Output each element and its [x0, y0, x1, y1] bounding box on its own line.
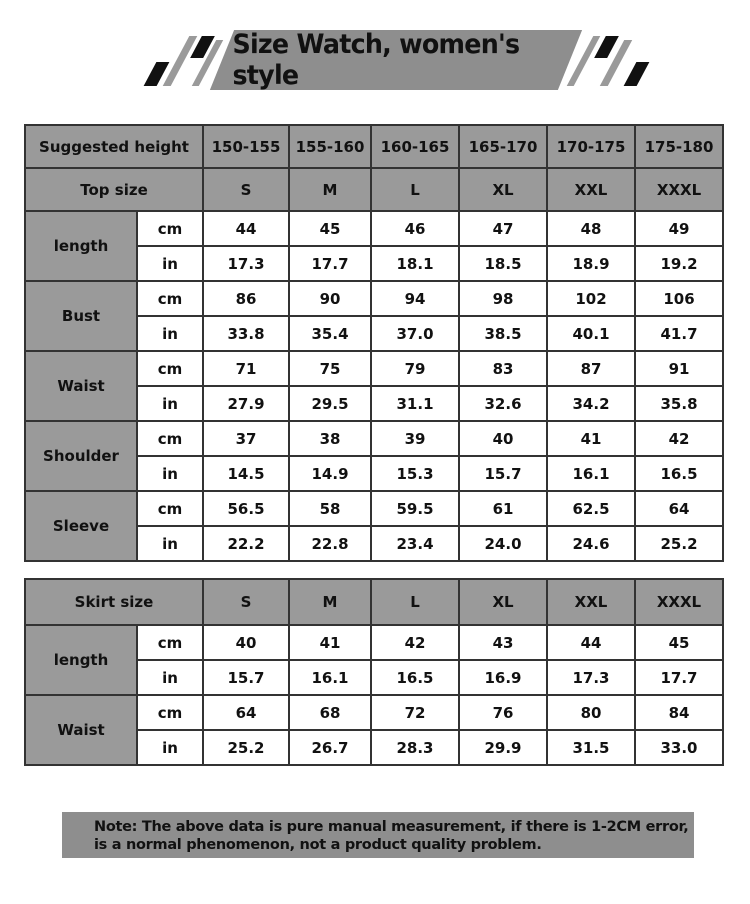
value-cell: 86	[203, 281, 289, 316]
value-cell: 16.5	[371, 660, 459, 695]
value-cell: 87	[547, 351, 635, 386]
value-cell: 33.0	[635, 730, 723, 765]
value-cell: 31.1	[371, 386, 459, 421]
value-cell: 27.9	[203, 386, 289, 421]
title-banner	[0, 0, 750, 110]
value-cell: 98	[459, 281, 547, 316]
height-range-cell: 150-155	[203, 125, 289, 168]
value-cell: 84	[635, 695, 723, 730]
size-header-cell: S	[203, 579, 289, 625]
left-stripe-decoration	[163, 36, 198, 86]
size-header-cell: S	[203, 168, 289, 211]
value-cell: 40.1	[547, 316, 635, 351]
value-cell: 22.8	[289, 526, 371, 561]
unit-label-in: in	[137, 456, 203, 491]
value-cell: 18.9	[547, 246, 635, 281]
size-header-row	[25, 579, 723, 625]
table-row	[25, 421, 723, 456]
table-row	[25, 491, 723, 526]
value-cell: 83	[459, 351, 547, 386]
height-header-row	[25, 125, 723, 168]
note-line-1: Note: The above data is pure manual measurement, if there is 1-2CM error,	[94, 819, 689, 835]
size-header-cell: L	[371, 168, 459, 211]
value-cell: 75	[289, 351, 371, 386]
measurement-label: length	[25, 625, 137, 695]
size-header-cell: M	[289, 579, 371, 625]
value-cell: 37	[203, 421, 289, 456]
value-cell: 49	[635, 211, 723, 246]
value-cell: 71	[203, 351, 289, 386]
size-header-cell: XL	[459, 168, 547, 211]
unit-label-cm: cm	[137, 421, 203, 456]
measurement-label: Bust	[25, 281, 137, 351]
value-cell: 17.7	[289, 246, 371, 281]
value-cell: 37.0	[371, 316, 459, 351]
unit-label-in: in	[137, 660, 203, 695]
value-cell: 15.7	[203, 660, 289, 695]
value-cell: 106	[635, 281, 723, 316]
value-cell: 17.3	[203, 246, 289, 281]
value-cell: 14.5	[203, 456, 289, 491]
unit-label-in: in	[137, 526, 203, 561]
value-cell: 79	[371, 351, 459, 386]
value-cell: 38.5	[459, 316, 547, 351]
value-cell: 34.2	[547, 386, 635, 421]
value-cell: 90	[289, 281, 371, 316]
value-cell: 14.9	[289, 456, 371, 491]
size-label: Top size	[25, 168, 203, 211]
value-cell: 80	[547, 695, 635, 730]
value-cell: 48	[547, 211, 635, 246]
table-row	[25, 281, 723, 316]
value-cell: 25.2	[635, 526, 723, 561]
measurement-label: length	[25, 211, 137, 281]
value-cell: 23.4	[371, 526, 459, 561]
value-cell: 58	[289, 491, 371, 526]
value-cell: 59.5	[371, 491, 459, 526]
value-cell: 15.3	[371, 456, 459, 491]
size-header-row	[25, 168, 723, 211]
unit-label-cm: cm	[137, 281, 203, 316]
height-range-cell: 170-175	[547, 125, 635, 168]
unit-label-cm: cm	[137, 351, 203, 386]
value-cell: 43	[459, 625, 547, 660]
value-cell: 17.7	[635, 660, 723, 695]
value-cell: 33.8	[203, 316, 289, 351]
size-header-cell: M	[289, 168, 371, 211]
size-header-cell: XXL	[547, 579, 635, 625]
unit-label-cm: cm	[137, 695, 203, 730]
height-range-cell: 175-180	[635, 125, 723, 168]
value-cell: 41	[289, 625, 371, 660]
value-cell: 64	[203, 695, 289, 730]
value-cell: 41	[547, 421, 635, 456]
unit-label-cm: cm	[137, 491, 203, 526]
value-cell: 16.5	[635, 456, 723, 491]
note-line-2: is a normal phenomenon, not a product quality problem.	[94, 837, 542, 853]
page-title: Size Watch, women's style	[232, 29, 520, 91]
value-cell: 16.1	[289, 660, 371, 695]
value-cell: 42	[635, 421, 723, 456]
value-cell: 29.5	[289, 386, 371, 421]
value-cell: 62.5	[547, 491, 635, 526]
value-cell: 29.9	[459, 730, 547, 765]
unit-label-cm: cm	[137, 211, 203, 246]
value-cell: 19.2	[635, 246, 723, 281]
value-cell: 72	[371, 695, 459, 730]
unit-label-in: in	[137, 730, 203, 765]
unit-label-in: in	[137, 316, 203, 351]
size-header-cell: XXXL	[635, 168, 723, 211]
value-cell: 24.6	[547, 526, 635, 561]
size-header-cell: XL	[459, 579, 547, 625]
measurement-label: Sleeve	[25, 491, 137, 561]
value-cell: 18.5	[459, 246, 547, 281]
suggested-height-label: Suggested height	[25, 125, 203, 168]
value-cell: 46	[371, 211, 459, 246]
value-cell: 41.7	[635, 316, 723, 351]
value-cell: 40	[203, 625, 289, 660]
value-cell: 42	[371, 625, 459, 660]
value-cell: 32.6	[459, 386, 547, 421]
size-header-cell: XXL	[547, 168, 635, 211]
value-cell: 64	[635, 491, 723, 526]
top-size-table	[24, 124, 724, 562]
measurement-label: Waist	[25, 351, 137, 421]
value-cell: 44	[203, 211, 289, 246]
value-cell: 25.2	[203, 730, 289, 765]
table-row	[25, 351, 723, 386]
value-cell: 56.5	[203, 491, 289, 526]
unit-label-in: in	[137, 246, 203, 281]
value-cell: 22.2	[203, 526, 289, 561]
measurement-label: Shoulder	[25, 421, 137, 491]
size-header-cell: XXXL	[635, 579, 723, 625]
value-cell: 16.9	[459, 660, 547, 695]
value-cell: 39	[371, 421, 459, 456]
skirt-size-table	[24, 578, 724, 766]
value-cell: 17.3	[547, 660, 635, 695]
value-cell: 45	[289, 211, 371, 246]
value-cell: 18.1	[371, 246, 459, 281]
value-cell: 35.4	[289, 316, 371, 351]
height-range-cell: 160-165	[371, 125, 459, 168]
value-cell: 91	[635, 351, 723, 386]
value-cell: 35.8	[635, 386, 723, 421]
value-cell: 94	[371, 281, 459, 316]
value-cell: 31.5	[547, 730, 635, 765]
table-row	[25, 625, 723, 660]
right-stripe-decoration	[624, 62, 650, 86]
value-cell: 24.0	[459, 526, 547, 561]
height-range-cell: 165-170	[459, 125, 547, 168]
value-cell: 45	[635, 625, 723, 660]
unit-label-in: in	[137, 386, 203, 421]
value-cell: 28.3	[371, 730, 459, 765]
value-cell: 16.1	[547, 456, 635, 491]
value-cell: 26.7	[289, 730, 371, 765]
value-cell: 76	[459, 695, 547, 730]
size-label: Skirt size	[25, 579, 203, 625]
table-row	[25, 695, 723, 730]
disclaimer-note	[62, 812, 694, 858]
value-cell: 47	[459, 211, 547, 246]
measurement-label: Waist	[25, 695, 137, 765]
value-cell: 61	[459, 491, 547, 526]
size-header-cell: L	[371, 579, 459, 625]
table-row	[25, 211, 723, 246]
value-cell: 15.7	[459, 456, 547, 491]
value-cell: 38	[289, 421, 371, 456]
value-cell: 44	[547, 625, 635, 660]
value-cell: 40	[459, 421, 547, 456]
unit-label-cm: cm	[137, 625, 203, 660]
height-range-cell: 155-160	[289, 125, 371, 168]
value-cell: 68	[289, 695, 371, 730]
value-cell: 102	[547, 281, 635, 316]
